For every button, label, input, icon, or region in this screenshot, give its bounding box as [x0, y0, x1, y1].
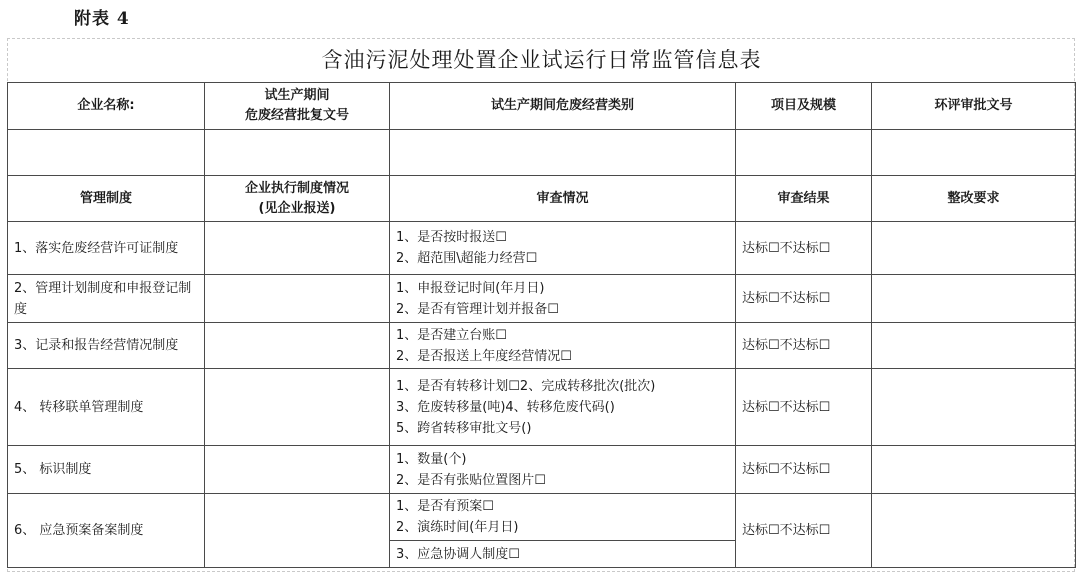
review-item: 3、应急协调人制度☐	[390, 541, 736, 568]
header-review-result: 审查结果	[736, 176, 872, 222]
review-result-checkbox[interactable]: 达标☐不达标☐	[736, 323, 872, 369]
execution-cell[interactable]	[205, 446, 390, 494]
rectification-cell[interactable]	[872, 446, 1076, 494]
review-item: 2、是否报送上年度经营情况☐	[396, 348, 572, 364]
review-cell	[390, 446, 736, 494]
table-row	[8, 446, 1076, 494]
review-item: 3、危废转移量(吨)4、转移危废代码()	[396, 399, 615, 415]
table-row	[8, 275, 1076, 323]
management-system-label: 5、 标识制度	[8, 446, 205, 494]
review-item: 1、是否按时报送☐	[396, 230, 507, 245]
header-company-name: 企业名称:	[8, 83, 205, 130]
review-result-checkbox[interactable]: 达标☐不达标☐	[736, 222, 872, 275]
rectification-cell[interactable]	[872, 494, 1076, 568]
review-item: 5、跨省转移审批文号()	[396, 420, 532, 436]
review-item: 2、是否有张贴位置图片☐	[396, 472, 546, 488]
management-system-label: 6、 应急预案备案制度	[8, 494, 205, 568]
header-review-status: 审查情况	[390, 176, 736, 222]
header-management-system: 管理制度	[8, 176, 205, 222]
header-permit-doc-line2: 危废经营批复文号	[244, 108, 349, 123]
header-permit-doc	[205, 83, 390, 130]
review-result-checkbox[interactable]: 达标☐不达标☐	[736, 446, 872, 494]
management-system-label: 3、记录和报告经营情况制度	[8, 323, 205, 369]
review-item: 1、是否有转移计划☐2、完成转移批次(批次)	[396, 378, 656, 394]
header-execution-line2: (见企业报送)	[258, 200, 336, 216]
review-result-checkbox[interactable]: 达标☐不达标☐	[736, 369, 872, 446]
rectification-cell[interactable]	[872, 222, 1076, 275]
execution-cell[interactable]	[205, 323, 390, 369]
table-title: 含油污泥处理处置企业试运行日常监管信息表	[8, 38, 1076, 83]
review-item: 1、数量(个)	[396, 451, 467, 467]
review-result-checkbox[interactable]: 达标☐不达标☐	[736, 275, 872, 323]
execution-cell[interactable]	[205, 494, 390, 568]
supervision-info-table	[7, 38, 1076, 568]
management-system-label: 2、管理计划制度和申报登记制度	[8, 275, 205, 323]
execution-cell[interactable]	[205, 222, 390, 275]
header-waste-category: 试生产期间危废经营类别	[390, 83, 736, 130]
execution-cell[interactable]	[205, 369, 390, 446]
management-system-label: 1、落实危废经营许可证制度	[8, 222, 205, 275]
review-item: 2、超范围\超能力经营☐	[396, 251, 538, 266]
rectification-cell[interactable]	[872, 323, 1076, 369]
table-row	[8, 222, 1076, 275]
execution-cell[interactable]	[205, 275, 390, 323]
review-item: 2、是否有管理计划并报备☐	[396, 301, 559, 317]
rectification-cell[interactable]	[872, 275, 1076, 323]
table-row	[8, 323, 1076, 369]
review-item: 1、申报登记时间(年月日)	[396, 280, 545, 296]
table-row	[8, 369, 1076, 446]
attachment-label: 附表 4	[74, 9, 130, 29]
review-cell	[390, 222, 736, 275]
project-scale-cell[interactable]	[736, 130, 872, 176]
review-item: 1、是否建立台账☐	[396, 327, 507, 343]
company-name-cell[interactable]	[8, 130, 205, 176]
eia-doc-cell[interactable]	[872, 130, 1076, 176]
header-permit-doc-line1: 试生产期间	[264, 88, 330, 103]
review-cell	[390, 275, 736, 323]
header-rectification: 整改要求	[872, 176, 1076, 222]
header-execution-line1: 企业执行制度情况	[244, 180, 349, 196]
table-row	[8, 494, 1076, 541]
management-system-label: 4、 转移联单管理制度	[8, 369, 205, 446]
review-cell	[390, 369, 736, 446]
rectification-cell[interactable]	[872, 369, 1076, 446]
header-eia-doc: 环评审批文号	[872, 83, 1076, 130]
header-execution	[205, 176, 390, 222]
permit-doc-cell[interactable]	[205, 130, 390, 176]
header-project-scale: 项目及规模	[736, 83, 872, 130]
review-item: 1、是否有预案☐	[396, 499, 494, 514]
review-cell	[390, 494, 736, 541]
review-item: 2、演练时间(年月日)	[396, 520, 519, 535]
review-cell	[390, 323, 736, 369]
waste-category-cell[interactable]	[390, 130, 736, 176]
review-result-checkbox[interactable]: 达标☐不达标☐	[736, 494, 872, 568]
